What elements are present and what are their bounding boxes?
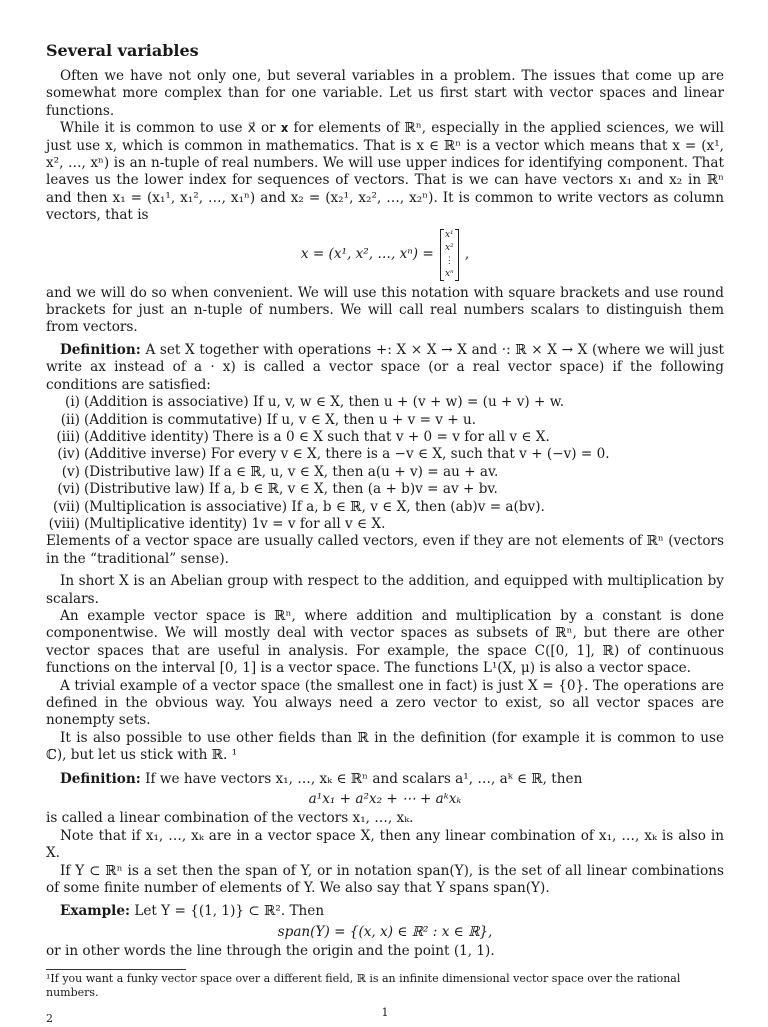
paragraph-linear-combination: is called a linear combination of the vectors x₁, …, xₖ. [46, 810, 414, 827]
axiom-text: (Addition is associative) If u, v, w ∈ X, then u + (v + w) = (u + v) + w. [84, 394, 565, 411]
column-entry: xⁿ [444, 268, 454, 279]
definition-text: A set X together with operations +: X × X → X and ·: ℝ × X → X (where we will just write ax instead of a · x) is called a vector space (or a real vector space) if the following conditions are satisfied: [46, 341, 724, 393]
paragraph-fields: It is also possible to use other fields than ℝ in the definition (for example it is common to use ℂ), but let us stick with ℝ. ¹ [46, 729, 724, 764]
equation-span: span(Y) = {(x, x) ∈ ℝ² : x ∈ ℝ}, [277, 923, 493, 940]
paragraph-span: If Y ⊂ ℝⁿ is a set then the span of Y, or in notation span(Y), is the set of all linear combinations of some finite number of elements of Y. We also say that Y spans span(Y). [46, 862, 724, 897]
axiom-item [46, 446, 724, 463]
column-entry: x² [444, 242, 454, 253]
axiom-list [46, 394, 724, 533]
axiom-number: (i) [65, 394, 80, 411]
page-content [46, 40, 724, 1021]
column-entry: x¹ [444, 229, 454, 240]
axiom-text: (Distributive law) If a, b ∈ ℝ, v ∈ X, then (a + b)v = av + bv. [84, 481, 498, 498]
axiom-item [46, 412, 724, 429]
definition-vector-space [46, 342, 724, 394]
footnote: ¹If you want a funky vector space over a different field, ℝ is an infinite dimensional vector space over the rational numbers. [46, 971, 681, 999]
column-vector [440, 229, 459, 281]
column-entry: ⋮ [444, 255, 454, 266]
page-number-inner: 1 [381, 1005, 389, 1019]
axiom-number: (vii) [53, 498, 80, 515]
paragraph-trivial: A trivial example of a vector space (the smallest one in fact) is just X = {0}. The operations are defined in the obvious way. You always need a zero vector to exist, so all vector spaces are nonempty sets. [46, 677, 724, 729]
axiom-number: (ii) [60, 411, 80, 428]
paragraph-closure: Note that if x₁, …, xₖ are in a vector space X, then any linear combination of x₁, …, xₖ is also in X. [46, 827, 724, 862]
axiom-number: (v) [61, 463, 80, 480]
paragraph-example-space: An example vector space is ℝⁿ, where addition and multiplication by a constant is done componentwise. We will mostly deal with vector spaces as subsets of ℝⁿ, but there are other vector spaces that are useful in analysis. For example, the space C([0, 1], ℝ) of continuous functions on the interval [0, 1] is a vector space. The functions L¹(X, μ) is also a vector space. [46, 607, 724, 677]
axiom-text: (Distributive law) If a ∈ ℝ, u, v ∈ X, then a(u + v) = au + av. [84, 463, 499, 480]
axiom-text: (Addition is commutative) If u, v ∈ X, then u + v = v + u. [84, 411, 477, 428]
definition-linear-combination [46, 771, 724, 788]
equation-trail: , [464, 245, 470, 262]
example-label: Example: [60, 903, 130, 920]
axiom-text: (Multiplication is associative) If a, b ∈ ℝ, v ∈ X, then (ab)v = a(bv). [84, 498, 545, 515]
equation-column-vector [46, 229, 724, 281]
axiom-item [46, 499, 724, 516]
axiom-item [46, 429, 724, 446]
paragraph-abelian: In short X is an Abelian group with respect to the addition, and equipped with multiplication by scalars. [46, 573, 724, 607]
axiom-item [46, 394, 724, 411]
example-span [46, 903, 724, 920]
equation-lhs: x = (x¹, x², …, xⁿ) = [300, 245, 434, 262]
example-text: Let Y = {(1, 1)} ⊂ ℝ². Then [134, 903, 325, 920]
axiom-item [46, 516, 724, 533]
section-title: Several variables [46, 41, 199, 60]
definition-label: Definition: [60, 770, 141, 787]
page-number-outer: 2 [46, 1012, 53, 1025]
definition-text: If we have vectors x₁, …, xₖ ∈ ℝⁿ and scalars a¹, …, aᵏ ∈ ℝ, then [145, 770, 583, 787]
paragraph-intro: Often we have not only one, but several variables in a problem. The issues that come up are somewhat more complex than for one variable. Let us first start with vector spaces and linear functions. [46, 68, 724, 119]
paragraph-notation: While it is common to use x⃗ or 𝐱 for elements of ℝⁿ, especially in the applied sciences, we will just use x, which is common in mathematics. That is x ∈ ℝⁿ is a vector which means that x = (x¹, x², …, xⁿ) is an n-tuple of real numbers. We will use upper indices for identifying component. That leaves us the lower index for sequences of vectors. That is we can have vectors x₁ and x₂ in ℝⁿ and then x₁ = (x₁¹, x₁², …, x₁ⁿ) and x₂ = (x₂¹, x₂², …, x₂ⁿ). It is common to write vectors as column vectors, that is [46, 120, 724, 224]
axiom-number: (vi) [57, 481, 80, 498]
equation-linear-combination: a¹x₁ + a²x₂ + ⋯ + aᵏxₖ [308, 791, 462, 808]
axiom-text: (Multiplicative identity) 1v = v for all v ∈ X. [84, 515, 386, 532]
footnote-divider [46, 969, 186, 970]
axiom-number: (viii) [48, 515, 80, 532]
axiom-item [46, 481, 724, 498]
definition-label: Definition: [60, 341, 141, 358]
axiom-number: (iv) [57, 446, 80, 463]
axiom-text: (Additive identity) There is a 0 ∈ X such that v + 0 = v for all v ∈ X. [84, 428, 550, 445]
paragraph-elements: Elements of a vector space are usually called vectors, even if they are not elements of ℝⁿ (vectors in the “traditional” sense). [46, 533, 724, 567]
paragraph-brackets: and we will do so when convenient. We will use this notation with square brackets and use round brackets for just an n-tuple of numbers. We will call real numbers scalars to distinguish them from vectors. [46, 284, 724, 336]
paragraph-line: or in other words the line through the origin and the point (1, 1). [46, 943, 495, 960]
axiom-item [46, 464, 724, 481]
axiom-number: (iii) [56, 428, 80, 445]
axiom-text: (Additive inverse) For every v ∈ X, there is a −v ∈ X, such that v + (−v) = 0. [84, 446, 610, 463]
